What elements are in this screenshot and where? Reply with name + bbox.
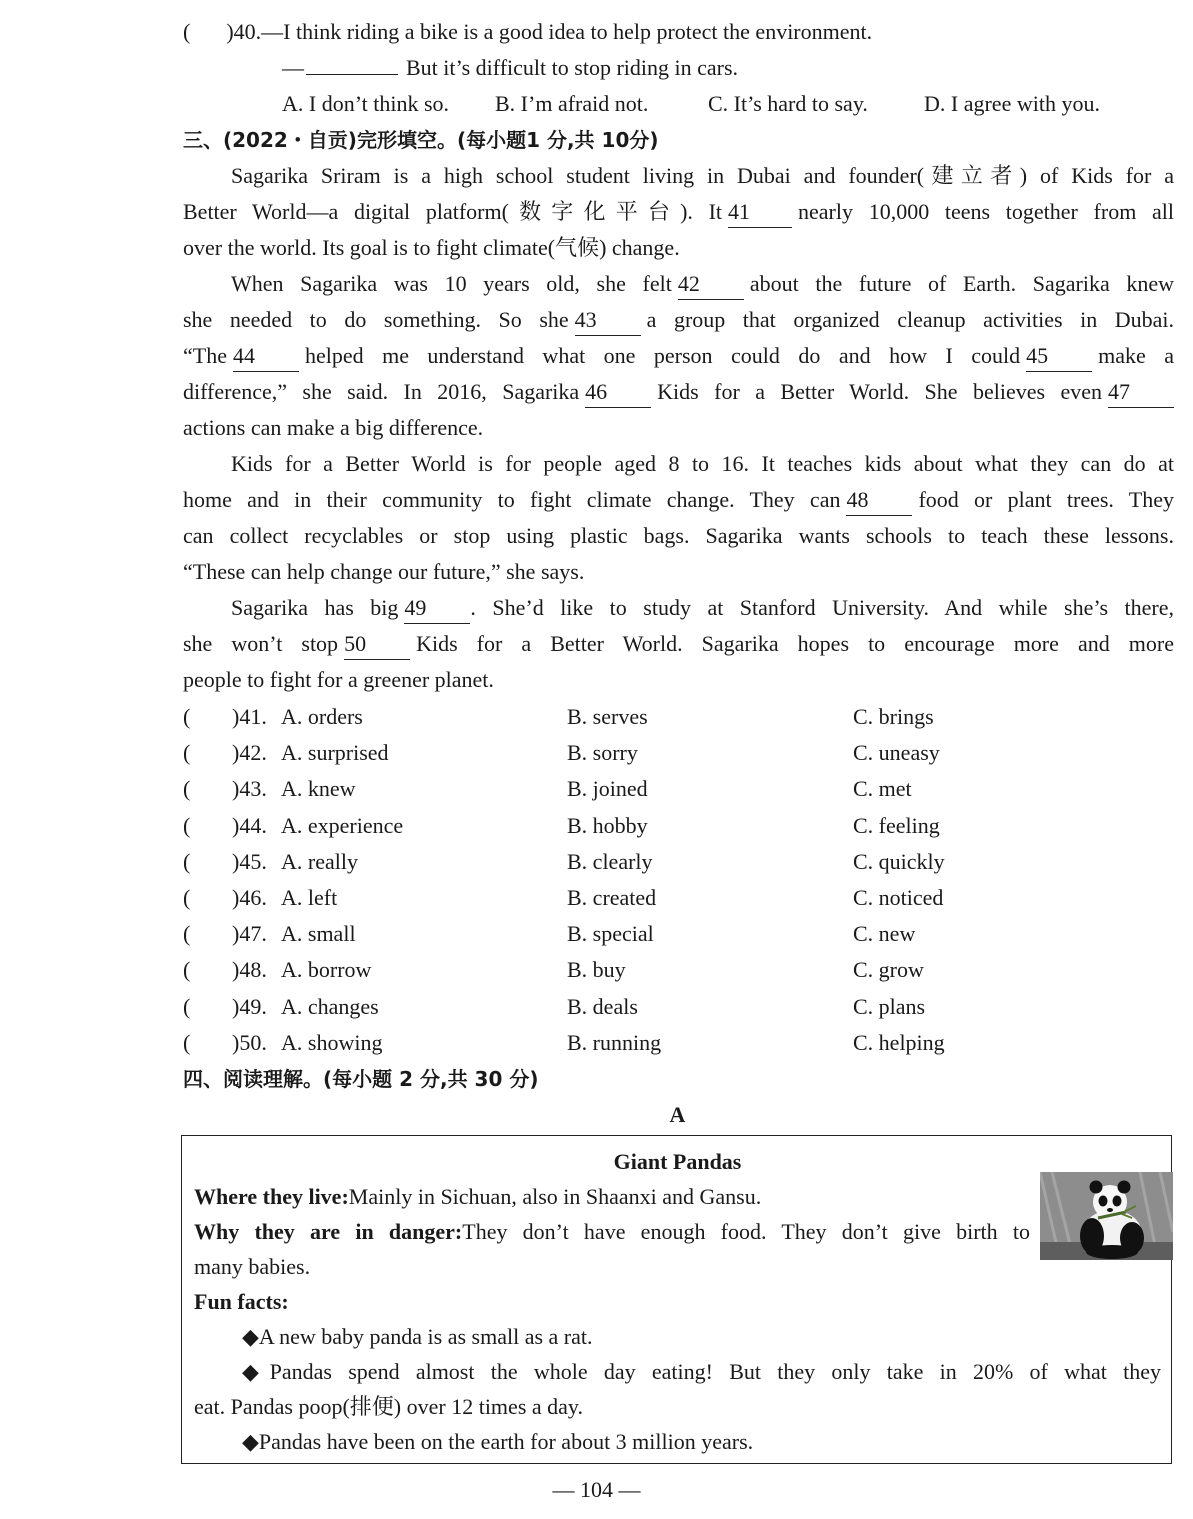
option-b: B. joined [567,776,648,801]
question-stem: —I think riding a bike is a good idea to help protect the environment. [261,19,873,44]
blank-43: 43 [575,305,641,336]
answer-paren: ( [183,776,191,801]
option-b: B. clearly [567,849,653,874]
passage-line: home and in their community to fight climate change. They can 48 food or plant trees. They [183,482,1174,518]
where-text: Mainly in Sichuan, also in Shaanxi and Gansu. [348,1184,762,1209]
answer-paren: ( [183,1030,191,1055]
passage-line: can collect recyclables or stop using plastic bags. Sagarika wants schools to teach these lessons. [183,523,1174,548]
question-number: )48. [232,957,267,982]
option-a: A. surprised [281,740,389,765]
q40-option-a: A. I don’t think so. [282,91,450,116]
box-title: Giant Pandas [613,1149,742,1174]
answer-paren: ( [183,957,191,982]
blank-41: 41 [728,197,792,228]
fact-2-cont: eat. Pandas poop(排便) over 12 times a day. [194,1394,583,1419]
option-b: B. sorry [567,740,638,765]
option-c: C. grow [853,957,924,982]
option-a: A. really [281,849,358,874]
where-line [194,1179,761,1214]
answer-paren: ( [183,19,191,44]
option-a: A. knew [281,776,356,801]
blank-48: 48 [846,485,912,516]
question-number: )44. [232,813,267,838]
blank-50: 50 [344,629,410,660]
option-c: C. quickly [853,849,945,874]
q40-option-d: D. I agree with you. [924,91,1100,116]
question-number: )47. [232,921,267,946]
option-a: A. borrow [281,957,372,982]
option-a: A. showing [281,1030,383,1055]
option-b: B. buy [567,957,626,982]
option-c: C. brings [853,704,934,729]
passage-line: “These can help change our future,” she says. [183,559,585,584]
blank-45: 45 [1026,341,1092,372]
answer-paren: ( [183,813,191,838]
q40-option-c: C. It’s hard to say. [708,91,868,116]
option-b: B. hobby [567,813,648,838]
answer-paren: ( [183,921,191,946]
blank-46: 46 [585,377,651,408]
blank-47: 47 [1108,377,1174,408]
option-b: B. running [567,1030,662,1055]
question-number: )46. [232,885,267,910]
question-number: )42. [232,740,267,765]
option-c: C. met [853,776,912,801]
option-c: C. plans [853,994,926,1019]
passage-line: over the world. Its goal is to fight climate(气候) change. [183,235,680,260]
section-3-heading: 三、(2022・自贡)完形填空。(每小题1 分,共 10分) [183,128,659,152]
why-line-2: many babies. [194,1254,311,1279]
question-number: )43. [232,776,267,801]
passage-line: “The 44 helped me understand what one person could do and how I could 45 make a [183,338,1174,374]
passage-line: When Sagarika was 10 years old, she felt 42 about the future of Earth. Sagarika knew [231,266,1174,302]
answer-paren: ( [183,740,191,765]
answer-blank [306,74,398,75]
option-a: A. small [281,921,356,946]
blank-42: 42 [678,269,744,300]
option-c: C. feeling [853,813,940,838]
question-number: )50. [232,1030,267,1055]
q40-option-b: B. I’m afraid not. [495,91,649,116]
fact-1: ◆A new baby panda is as small as a rat. [242,1324,593,1349]
passage-line: Kids for a Better World is for people aged 8 to 16. It teaches kids about what they can do at [231,451,1174,476]
question-number: )40. [226,19,262,44]
option-a: A. left [281,885,338,910]
answer-paren: ( [183,704,191,729]
fact-2: ◆Pandas spend almost the whole day eating! But they only take in 20% of what they [242,1359,1161,1384]
question-number: )45. [232,849,267,874]
passage-line: she needed to do something. So she 43 a group that organized cleanup activities in Dubai. [183,302,1174,338]
question-number: )49. [232,994,267,1019]
option-a: A. changes [281,994,379,1019]
option-c: C. noticed [853,885,944,910]
panda-info-box [181,1135,1172,1464]
passage-line: actions can make a big difference. [183,415,484,440]
passage-line: Sagarika has big 49 . She’d like to study at Stanford University. And while she’s there, [231,590,1174,626]
passage-line: Better World—a digital platform(数字化平台). It 41 nearly 10,000 teens together from all [183,194,1174,230]
question-40 [183,14,1174,50]
blank-49: 49 [404,593,470,624]
section-4-heading: 四、阅读理解。(每小题 2 分,共 30 分) [183,1067,539,1091]
option-c: C. helping [853,1030,945,1055]
blank-44: 44 [233,341,299,372]
why-label: Why they are in danger: [194,1219,463,1244]
fun-facts-label: Fun facts: [194,1289,289,1314]
why-line [194,1214,1030,1249]
passage-line: she won’t stop 50 Kids for a Better World. Sagarika hopes to encourage more and more [183,626,1174,662]
page-number: — 104 — [552,1477,641,1502]
answer-paren: ( [183,885,191,910]
answer-paren: ( [183,994,191,1019]
option-b: B. created [567,885,657,910]
why-text: They don’t have enough food. They don’t give birth to [462,1219,1030,1244]
option-a: A. orders [281,704,363,729]
passage-line: difference,” she said. In 2016, Sagarika 46 Kids for a Better World. She believes even 47 [183,374,1174,410]
fact-3: ◆Pandas have been on the earth for about 3 million years. [242,1429,754,1454]
option-c: C. new [853,921,916,946]
panda-photo [1040,1172,1173,1260]
answer-paren: ( [183,849,191,874]
option-c: C. uneasy [853,740,940,765]
passage-line: Sagarika Sriram is a high school student living in Dubai and founder(建立者) of Kids for a [231,163,1174,188]
where-label: Where they live: [194,1184,349,1209]
question-number: )41. [232,704,267,729]
question-40-reply: — But it’s difficult to stop riding in cars. [282,55,739,80]
passage-line: people to fight for a greener planet. [183,667,494,692]
part-label: A [669,1102,686,1127]
option-b: B. special [567,921,654,946]
option-a: A. experience [281,813,404,838]
option-b: B. serves [567,704,648,729]
option-b: B. deals [567,994,638,1019]
